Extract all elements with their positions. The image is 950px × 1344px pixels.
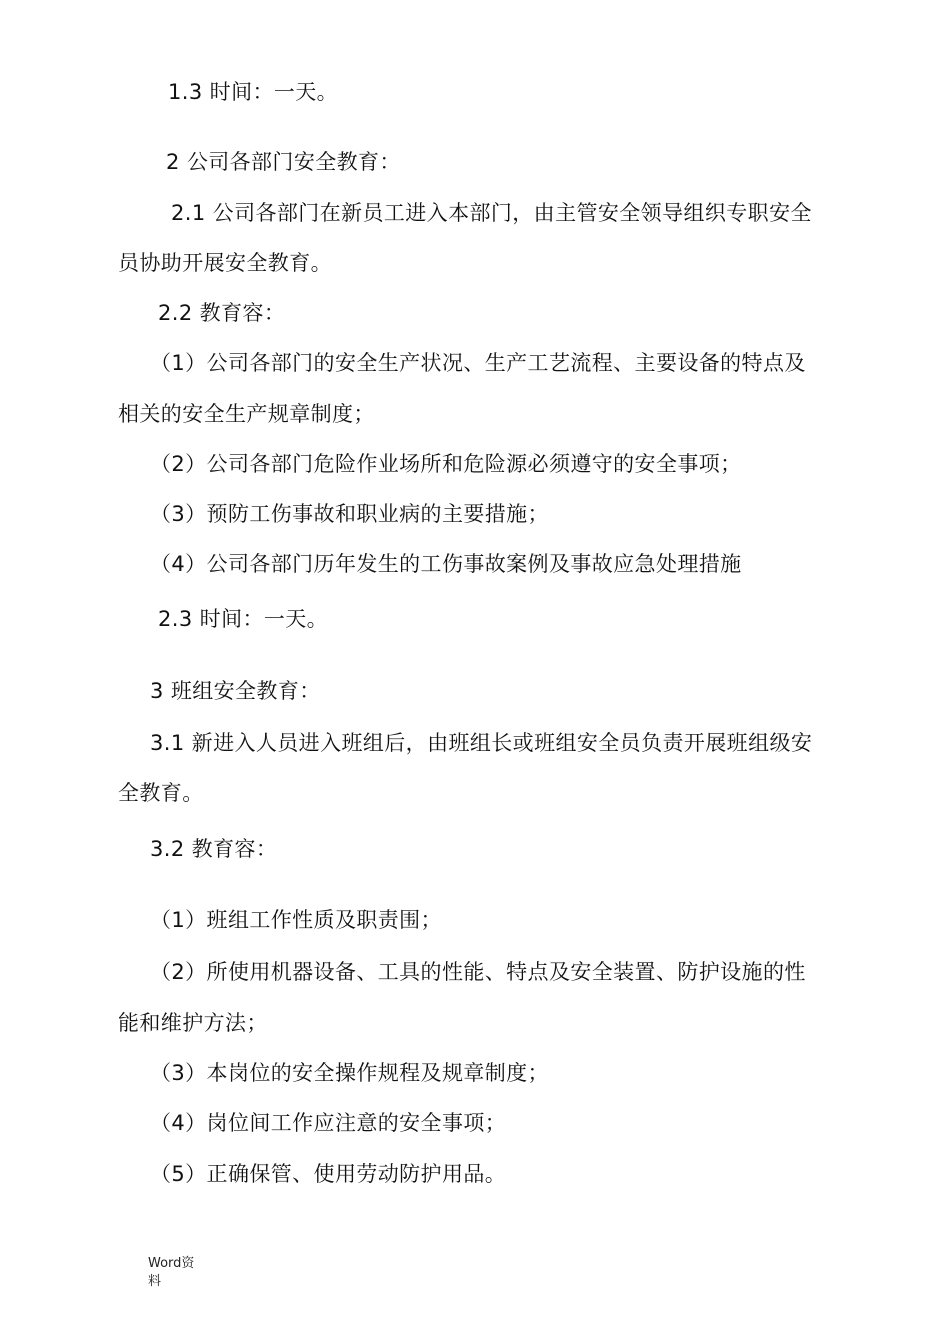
text-line: 1.3 时间：一天。 xyxy=(168,80,339,104)
text-line: 3.2 教育容： xyxy=(150,837,278,861)
list-item: （2）公司各部门危险作业场所和危险源必须遵守的安全事项； xyxy=(150,452,742,476)
list-item: （1）公司各部门的安全生产状况、生产工艺流程、主要设备的特点及 xyxy=(150,351,806,375)
list-item: （3）预防工伤事故和职业病的主要措施； xyxy=(150,502,549,526)
list-item: （2）所使用机器设备、工具的性能、特点及安全装置、防护设施的性 xyxy=(150,960,806,984)
text-line: 全教育。 xyxy=(118,781,204,805)
text-line: 相关的安全生产规章制度； xyxy=(118,402,375,426)
text-line: 3.1 新进入人员进入班组后，由班组长或班组安全员负责开展班组级安 xyxy=(150,731,813,755)
footer-label: 料 xyxy=(148,1274,162,1289)
section-heading: 2 公司各部门安全教育： xyxy=(166,150,401,174)
list-item: （4）岗位间工作应注意的安全事项； xyxy=(150,1111,507,1135)
list-item: （3）本岗位的安全操作规程及规章制度； xyxy=(150,1061,549,1085)
text-line: 2.3 时间：一天。 xyxy=(158,607,329,631)
text-line: 2.1 公司各部门在新员工进入本部门，由主管安全领导组织专职安全 xyxy=(171,201,812,225)
text-line: 员协助开展安全教育。 xyxy=(118,251,332,275)
section-heading: 3 班组安全教育： xyxy=(150,679,321,703)
footer-label: Word资 xyxy=(148,1256,195,1271)
list-item: （4）公司各部门历年发生的工伤事故案例及事故应急处理措施 xyxy=(150,552,742,576)
list-item: （5）正确保管、使用劳动防护用品。 xyxy=(150,1162,507,1186)
list-item: （1）班组工作性质及职责围； xyxy=(150,908,442,932)
text-line: 能和维护方法； xyxy=(118,1011,268,1035)
text-line: 2.2 教育容： xyxy=(158,301,286,325)
